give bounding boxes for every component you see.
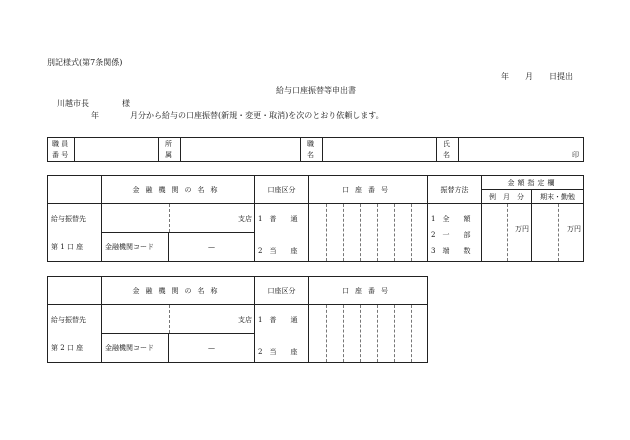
monthly-header: 例 月 分	[482, 190, 532, 204]
seal-mark: 印	[572, 150, 579, 159]
account-type-header-2: 口座区分	[255, 277, 309, 305]
account-number-field[interactable]	[309, 204, 428, 262]
branch-label-2: 支店	[238, 316, 252, 324]
account-type-field[interactable]	[255, 204, 309, 262]
department-label: 所 属	[159, 138, 181, 162]
bank-name-field[interactable]	[102, 204, 255, 233]
account-number-header-2: 口座番号	[309, 277, 428, 305]
amount-header: 金額指定欄	[482, 176, 584, 190]
account-number-header: 口座番号	[309, 176, 428, 204]
addressee: 川越市長	[57, 99, 89, 108]
bank-name-header: 金融機関の名称	[102, 176, 255, 204]
account-type-field-2[interactable]	[255, 305, 309, 363]
department-field[interactable]	[181, 138, 301, 162]
type-ordinary-2: 1 普 通	[258, 316, 298, 324]
request-text: 月分から給与の口座振替(新規・変更・取消)を次のとおり依頼します。	[130, 111, 384, 120]
second-account-table	[47, 276, 428, 363]
staff-number-field[interactable]	[75, 138, 159, 162]
bonus-unit: 万円	[567, 225, 581, 233]
type-current: 2 当 座	[258, 247, 298, 255]
request-year: 年	[91, 111, 99, 120]
second-account-label: 給与振替先 第 2 口 座	[48, 305, 102, 363]
first-account-table	[47, 175, 584, 262]
staff-info-table	[47, 137, 584, 162]
first-account-label: 給与振替先 第 1 口 座	[48, 204, 102, 262]
bank-code-label-2: 金融機関コード	[102, 334, 169, 363]
form-number: 別記様式(第7条関係)	[47, 58, 123, 67]
bonus-amount-field[interactable]	[532, 204, 584, 262]
type-ordinary: 1 普 通	[258, 215, 298, 223]
submission-date: 年 月 日提出	[501, 72, 573, 81]
method-fraction: 3 端 数	[431, 247, 471, 255]
page-title: 給与口座振替等申出書	[276, 86, 356, 95]
rank-label: 職 名	[301, 138, 323, 162]
rank-field[interactable]	[323, 138, 437, 162]
bonus-header: 期末・勤勉	[532, 190, 584, 204]
bank-name-header-2: 金融機関の名称	[102, 277, 255, 305]
staff-number-label: 職 員 番 号	[48, 138, 75, 162]
name-label: 氏 名	[437, 138, 459, 162]
type-current-2: 2 当 座	[258, 348, 298, 356]
bank-code-field[interactable]: —	[169, 233, 255, 262]
method-partial: 2 一 部	[431, 231, 471, 239]
name-field[interactable]	[459, 138, 584, 162]
account-number-field-2[interactable]	[309, 305, 428, 363]
monthly-unit: 万円	[515, 225, 529, 233]
bank-name-field-2[interactable]	[102, 305, 255, 334]
method-full: 1 全 額	[431, 215, 471, 223]
honorific: 様	[122, 99, 130, 108]
transfer-method-header: 振替方法	[428, 176, 482, 204]
branch-label: 支店	[238, 215, 252, 223]
transfer-method-field[interactable]	[428, 204, 482, 262]
monthly-amount-field[interactable]	[482, 204, 532, 262]
bank-code-label: 金融機関コード	[102, 233, 169, 262]
account-type-header: 口座区分	[255, 176, 309, 204]
bank-code-field-2[interactable]: —	[169, 334, 255, 363]
